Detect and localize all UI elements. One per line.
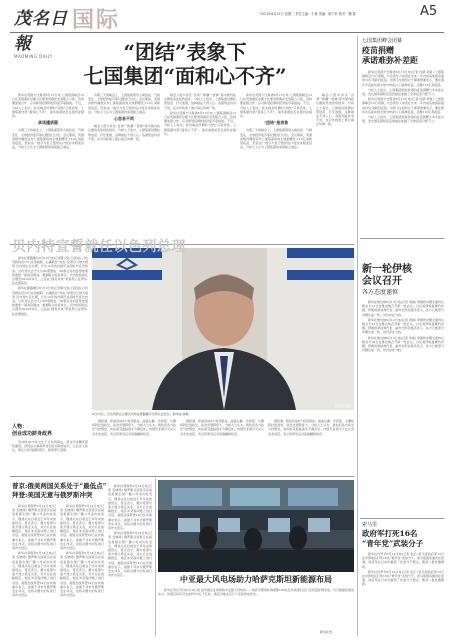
masthead-rule xyxy=(10,32,444,33)
somalia-paragraph-1: 新华社内罗毕6月14日电(记者 金正) 索马里政府军13日在中部地区打死16名“青年党”武装分子。索马里国家通讯社报道，政府军在行动中摧毁了武装分子据点，缴获一批武器弹药。 xyxy=(362,552,444,569)
lead-headline xyxy=(30,40,340,88)
column-divider xyxy=(357,36,358,636)
g7-subtitle: 承诺难弥补差距 xyxy=(362,55,418,65)
g7-paragraph-2: 分析人士指出，七国集团此前承诺的疫苗捐赠大多未能兑现，发达国家囤积疫苗的做法加剧了全球疫苗分配不公。 xyxy=(362,87,444,97)
g7-kicker: 七国集团峰会闭幕 xyxy=(362,38,403,44)
wind-farm-body xyxy=(158,588,354,630)
lead-column-3 xyxy=(164,93,236,243)
lead-paragraph-b3: 为期三天的峰会上，七国集团领导人就抗疫、气候变化、全球经济复苏等议题进行讨论。会议期间，英国首相约翰逊宣布七国集团将向全球捐赠至少10亿剂新冠疫苗，然而这一数字与世卫组织估计的需求相差甚远，分析人士认为七国集团的承诺缺乏诚意。 xyxy=(240,128,312,150)
iran-paragraph-3: 新华社维也纳6月12日电(记者 刘晨) 伊朗核问题全面协议相关方12日在维也纳召开新一轮会议，讨论美伊恢复履约问题。伊朗首席谈判代表、副外长阿拉格齐表示，各方已就部分问题达成一致，但仍存在分歧。 xyxy=(362,335,444,353)
page-number: A5 xyxy=(420,4,438,19)
putin-paragraph-1b: 新华社莫斯科6月14日电(记者 安晓萌) 俄罗斯总统普京在接受美国全国广播公司采访时表示，俄美关系目前处于多年来的最低点。普京表示，俄方希望与美方建立稳定关系，双方应在战略稳定、地区冲突等问题上进行对话。美国总统拜登14日在布鲁塞尔表示，美国不寻求与俄罗斯发生冲突，但将对俄方的有害行动作出回应。 xyxy=(12,551,56,598)
bennett-headline: 贝内特宣誓就任以色列总理 xyxy=(12,239,186,255)
photo-caption: 6月13日，以色列新任总理贝内特在耶路撒冷出席议会会议。新华社/美联 xyxy=(92,412,189,416)
mid-column-3 xyxy=(268,419,354,473)
putin-paragraph-3: 新华社莫斯科6月14日电(记者 安晓萌) 俄罗斯总统普京在接受美国全国广播公司采访时表示，俄美关系目前处于多年来的最低点。普京表示，俄方希望与美方建立稳定关系，双方应在战略稳定、地区冲突等问题上进行对话。美国总统拜登14日在布鲁塞尔表示，美国不寻求与俄罗斯发生冲突，但将对俄方的有害行动作出回应。 xyxy=(108,484,152,531)
iran-subtitle: 各方态度谨慎 xyxy=(362,289,399,296)
putin-column-3 xyxy=(108,484,152,636)
iran-title-1: 新一轮伊核 xyxy=(362,264,412,275)
g7-body xyxy=(362,70,444,236)
mid-paragraph-2: 据报道，新政府由8个政党组成，涵盖右翼、中间派、左翼和阿拉伯政党，政治光谱跨度大。分析人士认为，新政府各方政见分歧明显，执政前景面临诸多不确定性。内塔尼亚胡当天在议会发表讲话，表示将领导反对派推翻新政府。 xyxy=(180,419,264,436)
putin-divider xyxy=(155,478,156,636)
putin-paragraph-1: 新华社莫斯科6月14日电(记者 安晓萌) 俄罗斯总统普京在接受美国全国广播公司采访时表示，俄美关系目前处于多年来的最低点。普京表示，俄方希望与美方建立稳定关系，双方应在战略稳定、地区冲突等问题上进行对话。美国总统拜登14日在布鲁塞尔表示，美国不寻求与俄罗斯发生冲突，但将对俄方的有害行动作出回应。 xyxy=(12,504,56,551)
iran-headline xyxy=(362,264,444,297)
lead-title-line2: 七国集团“面和心不齐” xyxy=(83,64,287,88)
lead-paragraph-c3: 峰会公报中涉及“台湾”“新疆”“香港”等中国内政议题的表述招致批评。分析人士指出，七国集团试图拉帮结派、打压他国，这种做法不得人心。各国利益诉求不同，在对外政策上难以真正协调一致。 xyxy=(316,93,354,127)
putin-paragraph-2b: 新华社莫斯科6月14日电(记者 安晓萌) 俄罗斯总统普京在接受美国全国广播公司采访时表示，俄美关系目前处于多年来的最低点。普京表示，俄方希望与美方建立稳定关系，双方应在战略稳定、地区冲突等问题上进行对话。美国总统拜登14日在布鲁塞尔表示，美国不寻求与俄罗斯发生冲突，但将对俄方的有害行动作出回应。 xyxy=(60,551,104,598)
somalia-body xyxy=(362,552,444,636)
section-title: 国际 xyxy=(72,8,121,33)
bennett-subhead xyxy=(12,424,88,438)
g7-headline xyxy=(362,38,444,65)
g7-paragraph-4: 分析人士指出，七国集团此前承诺的疫苗捐赠大多未能兑现，发达国家囤积疫苗的做法加剧了全球疫苗分配不公。 xyxy=(362,115,444,124)
bennett-body xyxy=(12,256,88,424)
bennett-bio: 贝内特1972年出生于以色列海法，曾在以军精英部队服役，退役后从事高科技创业并取得成功，之后步入政坛，曾任以色列国防部长、教育部长等职。 xyxy=(12,440,88,453)
lead-paragraph-c: 峰会公报中涉及“台湾”“新疆”“香港”等中国内政议题的表述招致批评。分析人士指出，七国集团试图拉帮结派、打压他国，这种做法不得人心。各国利益诉求不同，在对外政策上难以真正协调一致。 xyxy=(88,124,160,141)
paper-name: 茂名日報 xyxy=(14,9,68,54)
somalia-title-1: 政府军打死16名 xyxy=(362,529,418,538)
iran-title-2: 会议召开 xyxy=(362,276,402,287)
putin-column-2 xyxy=(60,504,104,636)
somalia-title-2: “青年党”武装分子 xyxy=(362,539,424,548)
g7-title: 疫苗捐赠 xyxy=(362,45,394,55)
lead-paragraph-b2: 为期三天的峰会上，七国集团领导人就抗疫、气候变化、全球经济复苏等议题进行讨论。会议期间，英国首相约翰逊宣布七国集团将向全球捐赠至少10亿剂新冠疫苗，然而这一数字与世卫组织估计的需求相差甚远，分析人士认为七国集团的承诺缺乏诚意。 xyxy=(88,93,160,114)
somalia-tag: 索马里 xyxy=(362,522,378,528)
bennett-body-2 xyxy=(12,440,88,472)
putin-paragraph-2: 新华社莫斯科6月14日电(记者 安晓萌) 俄罗斯总统普京在接受美国全国广播公司采访时表示，俄美关系目前处于多年来的最低点。普京表示，俄方希望与美方建立稳定关系，双方应在战略稳定、地区冲突等问题上进行对话。美国总统拜登14日在布鲁塞尔表示，美国不寻求与俄罗斯发生冲突，但将对俄方的有害行动作出回应。 xyxy=(60,504,104,551)
lead-paragraph-a: 新华社英国卡比斯湾6月13日电 七国集团峰会13日在英国康沃尔郡卡比斯湾闭幕并发表联合公报，宣称要加强合作、应对新冠疫情和经济复苏等挑战。不过，分析人士指出，此次峰会所谓的“团结”只是表象，七国集团内部“面和心不齐”，诸多承诺能否兑现仍存疑问。 xyxy=(12,93,84,119)
photo-credit: 新华社/美联 xyxy=(334,404,351,408)
lead-column-2 xyxy=(88,93,160,243)
wind-farm-photo xyxy=(158,480,354,572)
mid-column-2 xyxy=(180,419,264,473)
bennett-photo xyxy=(92,248,354,410)
bennett-paragraph: 新华社耶路撒冷6月13日电(记者陈文仙 吕迎旭) 以色列新政府13日宣誓就职，右翼政党“向右”党领导人纳夫塔利·贝内特出任总理，长达12年的内塔尼亚胡时代宣告结束。以色列议会当天以60票赞成、59票反对的投票结果批准新一届政府组成。根据联合政府协议，贝内特将担任总理至2023年9月，之后由“拥有未来”党领导人亚伊尔·拉皮德接任。 xyxy=(12,256,88,286)
lead-paragraph-a3: 新华社英国卡比斯湾6月13日电 七国集团峰会13日在英国康沃尔郡卡比斯湾闭幕并发表联合公报，宣称要加强合作、应对新冠疫情和经济复苏等挑战。不过，分析人士指出，此次峰会所谓的“团结”只是表象，七国集团内部“面和心不齐”，诸多承诺能否兑现仍存疑问。 xyxy=(240,93,312,119)
putin-column-1 xyxy=(12,504,56,636)
g7-paragraph-3: 新华社英国卡比斯湾6月13日电(记者 杜鹃 郭爽) 七国集团峰会13日闭幕，与会领导人承诺在未来一年内向其他国家提供10亿剂新冠疫苗。世界卫生组织总干事谭德塞表示，要在明年年底前实现全球70%的人口接种疫苗，需要110亿剂疫苗。 xyxy=(362,97,444,114)
somalia-paragraph-2: 新华社内罗毕6月14日电(记者 金正) 索马里政府军13日在中部地区打死16名“青年党”武装分子。索马里国家通讯社报道，政府军在行动中摧毁了武装分子据点，缴获一批武器弹药。 xyxy=(362,569,444,587)
lead-subhead-3: “团结”是表象 xyxy=(263,120,289,126)
lead-column-5 xyxy=(316,93,354,243)
paper-name-en: MAOMING DAILY xyxy=(14,54,53,59)
g7-paragraph-1: 新华社英国卡比斯湾6月13日电(记者 杜鹃 郭爽) 七国集团峰会13日闭幕，与会领导人承诺在未来一年内向其他国家提供10亿剂新冠疫苗。世界卫生组织总干事谭德塞表示，要在明年年底前实现全球70%的人口接种疫苗，需要110亿剂疫苗。 xyxy=(362,70,444,87)
putin-paragraph-3b: 新华社莫斯科6月14日电(记者 安晓萌) 俄罗斯总统普京在接受美国全国广播公司采访时表示，俄美关系目前处于多年来的最低点。普京表示，俄方希望与美方建立稳定关系，双方应在战略稳定、地区冲突等问题上进行对话。美国总统拜登14日在布鲁塞尔表示，美国不寻求与俄罗斯发生冲突，但将对俄方的有害行动作出回应。 xyxy=(108,531,152,578)
mid-bottom-rule xyxy=(10,476,354,477)
right-rule-2 xyxy=(360,518,444,519)
lead-paragraph-a2: 新华社英国卡比斯湾6月13日电 七国集团峰会13日在英国康沃尔郡卡比斯湾闭幕并发表联合公报，宣称要加强合作、应对新冠疫情和经济复苏等挑战。不过，分析人士指出，此次峰会所谓的“团结”只是表象，七国集团内部“面和心不齐”，诸多承诺能否兑现仍存疑问。 xyxy=(164,110,236,136)
putin-subtitle: 拜登:美国无意与俄罗斯冲突 xyxy=(12,491,93,499)
iran-paragraph-1: 新华社维也纳6月12日电(记者 刘晨) 伊朗核问题全面协议相关方12日在维也纳召开新一轮会议，讨论美伊恢复履约问题。伊朗首席谈判代表、副外长阿拉格齐表示，各方已就部分问题达成一致，但仍存在分歧。 xyxy=(362,300,444,317)
lead-paragraph-b: 为期三天的峰会上，七国集团领导人就抗疫、气候变化、全球经济复苏等议题进行讨论。会议期间，英国首相约翰逊宣布七国集团将向全球捐赠至少10亿剂新冠疫苗，然而这一数字与世卫组织估计的需求相差甚远，分析人士认为七国集团的承诺缺乏诚意。 xyxy=(12,128,84,150)
somalia-headline xyxy=(362,522,444,549)
mid-column-1 xyxy=(92,419,176,473)
dateline: 2021年6月15日 星期二 责任主编：小林 美编：陈子轩 校对：魏 群 xyxy=(260,12,356,16)
mid-paragraph-3: 据报道，新政府由8个政党组成，涵盖右翼、中间派、左翼和阿拉伯政党，政治光谱跨度大。分析人士认为，新政府各方政见分歧明显，执政前景面临诸多不确定性。内塔尼亚胡当天在议会发表讲话，表示将领导反对派推翻新政府。 xyxy=(268,419,354,436)
wind-farm-credit: 新华社发 xyxy=(320,630,333,634)
bennett-subhead-label: 人物： xyxy=(12,424,28,430)
mid-paragraph-1: 据报道，新政府由8个政党组成，涵盖右翼、中间派、左翼和阿拉伯政党，政治光谱跨度大。分析人士认为，新政府各方政见分歧明显，执政前景面临诸多不确定性。内塔尼亚胡当天在议会发表讲话，表示将领导反对派推翻新政府。 xyxy=(92,419,176,436)
wind-farm-headline: 中亚最大风电场助力哈萨克斯坦新能源布局 xyxy=(180,574,332,584)
lead-title-line1: “团结”表象下 xyxy=(123,40,247,64)
lead-paragraph-c2: 峰会公报中涉及“台湾”“新疆”“香港”等中国内政议题的表述招致批评。分析人士指出，七国集团试图拉帮结派、打压他国，这种做法不得人心。各国利益诉求不同，在对外政策上难以真正协调一致。 xyxy=(164,93,236,110)
iran-body xyxy=(362,300,444,514)
wind-farm-paragraph: 新华社努尔苏丹6月14日电 由中国企业承建的中亚最大风电场——哈萨克斯坦札纳塔斯100兆瓦风电项目近日全容量并网发电，为当地提供清洁电力。该项目每年可发电约3.5亿千瓦时，满足当地近百万户家庭用电需求。 xyxy=(158,588,354,597)
iran-paragraph-2: 新华社维也纳6月12日电(记者 刘晨) 伊朗核问题全面协议相关方12日在维也纳召开新一轮会议，讨论美伊恢复履约问题。伊朗首席谈判代表、副外长阿拉格齐表示，各方已就部分问题达成一致，但仍存在分歧。 xyxy=(362,317,444,335)
bennett-paragraph-2: 新华社耶路撒冷6月13日电(记者陈文仙 吕迎旭) 以色列新政府13日宣誓就职，右翼政党“向右”党领导人纳夫塔利·贝内特出任总理，长达12年的内塔尼亚胡时代宣告结束。以色列议会当天以60票赞成、59票反对的投票结果批准新一届政府组成。根据联合政府协议，贝内特将担任总理至2023年9月，之后由“拥有未来”党领导人亚伊尔·拉皮德接任。 xyxy=(12,286,88,316)
lead-column-1 xyxy=(12,93,84,243)
lead-subhead-2: 心思各不同 xyxy=(114,116,134,122)
photo-image xyxy=(92,248,354,410)
lead-column-4 xyxy=(240,93,312,243)
lead-subhead-1: 承诺遭质疑 xyxy=(38,120,58,126)
putin-title: 普京:俄美两国关系处于“最低点” xyxy=(12,482,107,490)
control-room-image xyxy=(158,480,354,572)
bennett-subhead-title: 创业成功跻身政界 xyxy=(12,431,53,437)
right-rule-1 xyxy=(360,238,444,239)
